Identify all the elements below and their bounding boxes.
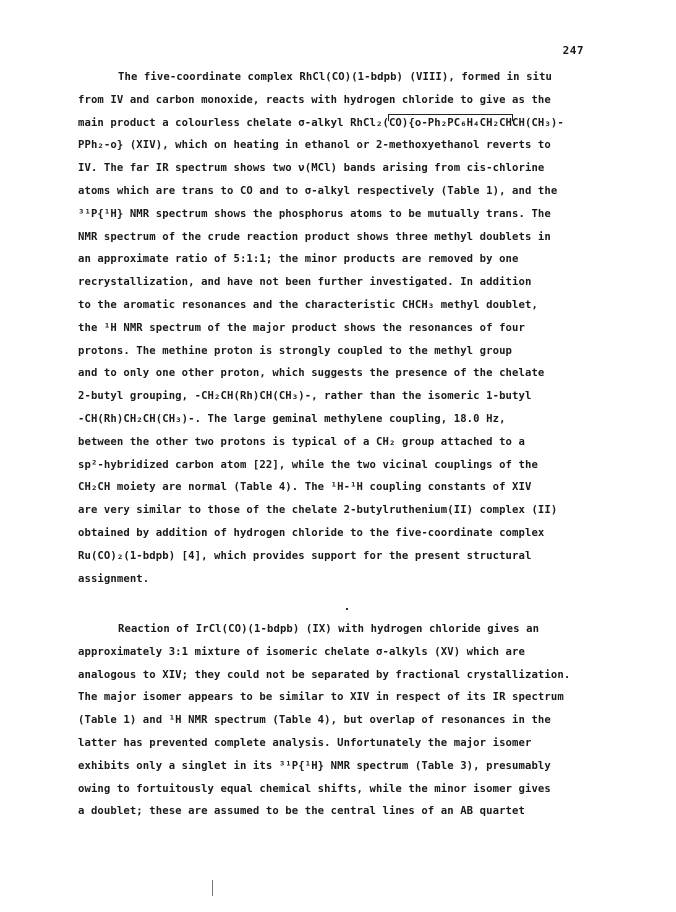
text-line: to the aromatic resonances and the characteristic CHCH₃ methyl doublet, bbox=[78, 298, 538, 311]
page-number: 247 bbox=[562, 44, 584, 57]
text-line: NMR spectrum of the crude reaction product shows three methyl doublets in bbox=[78, 230, 551, 243]
text-line: exhibits only a singlet in its ³¹P{¹H} NMR spectrum (Table 3), presumably bbox=[78, 759, 551, 772]
text-line: main product a colourless chelate σ-alkyl RhCl₂(CO){o-Ph₂PC₆H₄CH₂CHCH(CH₃)- bbox=[78, 116, 564, 129]
text-line: analogous to XIV; they could not be separated by fractional crystallization. bbox=[78, 668, 571, 681]
text-line: approximately 3:1 mixture of isomeric chelate σ-alkyls (XV) which are bbox=[78, 645, 525, 658]
text-line: protons. The methine proton is strongly coupled to the methyl group bbox=[78, 344, 513, 357]
text-line: recrystallization, and have not been further investigated. In addition bbox=[78, 276, 532, 289]
text-line: -CH(Rh)CH₂CH(CH₃)-. The large geminal methylene coupling, 18.0 Hz, bbox=[78, 412, 506, 425]
text-line: atoms which are trans to CO and to σ-alkyl respectively (Table 1), and the bbox=[78, 184, 558, 197]
text-line: (Table 1) and ¹H NMR spectrum (Table 4), but overlap of resonances in the bbox=[78, 714, 551, 727]
text-line: latter has prevented complete analysis. Unfortunately the major isomer bbox=[78, 736, 532, 749]
text-line: from IV and carbon monoxide, reacts with hydrogen chloride to give as the bbox=[78, 93, 551, 106]
paragraph-1 bbox=[78, 66, 588, 590]
scan-mark bbox=[212, 880, 213, 896]
text-line: and to only one other proton, which suggests the presence of the chelate bbox=[78, 367, 545, 380]
text-line: a doublet; these are assumed to be the central lines of an AB quartet bbox=[78, 805, 525, 818]
paragraph-2 bbox=[78, 618, 588, 823]
stray-mark bbox=[346, 608, 348, 610]
text-line: The major isomer appears to be similar to XIV in respect of its IR spectrum bbox=[78, 691, 564, 704]
text-line: CH₂CH moiety are normal (Table 4). The ¹H-¹H coupling constants of XIV bbox=[78, 481, 532, 494]
text-line: an approximate ratio of 5:1:1; the minor products are removed by one bbox=[78, 253, 519, 266]
text-line: The five-coordinate complex RhCl(CO)(1-bdpb) (VIII), formed in situ bbox=[118, 71, 553, 83]
text-line: IV. The far IR spectrum shows two ν(MCl) bands arising from cis-chlorine bbox=[78, 162, 545, 175]
text-line: between the other two protons is typical of a CH₂ group attached to a bbox=[78, 435, 525, 448]
text-line: obtained by addition of hydrogen chloride to the five-coordinate complex bbox=[78, 526, 545, 539]
text-line: owing to fortuitously equal chemical shifts, while the minor isomer gives bbox=[78, 782, 551, 795]
text-line: are very similar to those of the chelate 2-butylruthenium(II) complex (II) bbox=[78, 504, 558, 517]
text-line: PPh₂-o} (XIV), which on heating in ethanol or 2-methoxyethanol reverts to bbox=[78, 139, 551, 152]
text-line: sp²-hybridized carbon atom [22], while the two vicinal couplings of the bbox=[78, 458, 538, 471]
text-line: ³¹P{¹H} NMR spectrum shows the phosphorus atoms to be mutually trans. The bbox=[78, 207, 551, 220]
text-line: Reaction of IrCl(CO)(1-bdpb) (IX) with hydrogen chloride gives an bbox=[118, 623, 540, 635]
text-line: the ¹H NMR spectrum of the major product shows the resonances of four bbox=[78, 321, 525, 334]
text-line: assignment. bbox=[78, 572, 150, 585]
text-line: Ru(CO)₂(1-bdpb) [4], which provides support for the present structural bbox=[78, 549, 532, 562]
text-line: 2-butyl grouping, -CH₂CH(Rh)CH(CH₃)-, rather than the isomeric 1-butyl bbox=[78, 390, 532, 403]
